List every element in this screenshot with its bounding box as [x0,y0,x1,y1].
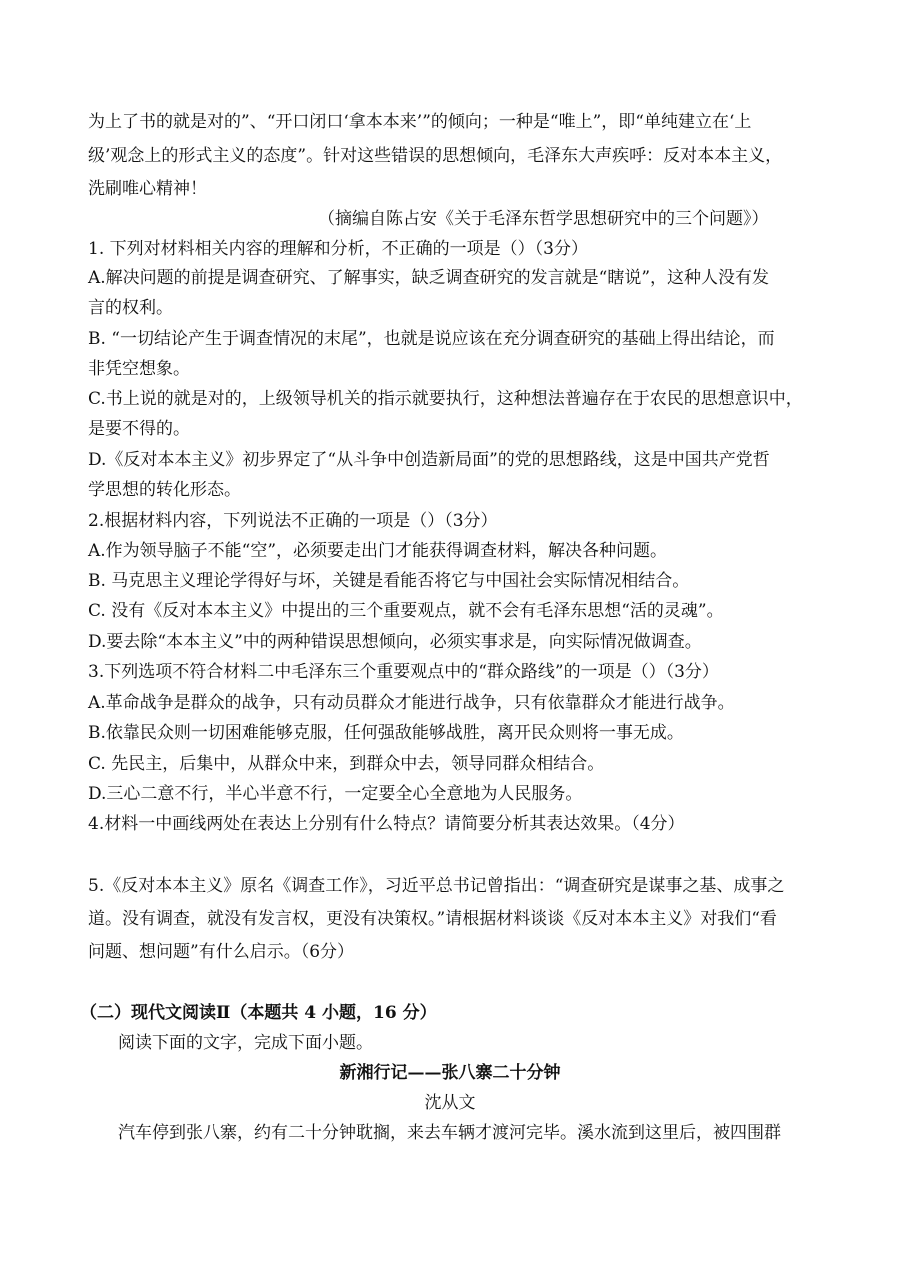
section-2-instruction: 阅读下面的文字，完成下面小题。 [118,1033,373,1053]
question-5: 5.《反对本本主义》原名《调查工作》，习近平总书记曾指出：“调查研究是谋事之基、成事之 [88,876,785,896]
source-citation: （摘编自陈占安《关于毛泽东哲学思想研究中的三个问题》） [318,209,769,229]
q2-option-a: A.作为领导脑子不能“空”，必须要走出门才能获得调查材料，解决各种问题。 [88,541,668,561]
question-2-stem: 2.根据材料内容，下列说法不正确的一项是（）（3分） [88,511,498,531]
question-5-cont: 问题、想问题”有什么启示。（6分） [88,942,355,962]
article-author: 沈从文 [424,1093,476,1113]
passage-line: 为上了书的就是对的”、“开口闭口‘拿本本来’”的倾向；一种是“唯上”，即“单纯建立在‘上 [88,112,752,132]
q1-option-a-cont: 言的权利。 [88,298,173,318]
passage-line: 级’观念上的形式主义的态度”。针对这些错误的思想倾向，毛泽东大声疾呼：反对本本主义， [88,146,783,166]
q1-option-c: C.书上说的就是对的，上级领导机关的指示就要执行，这种想法普遍存在于农民的思想意识中， [88,389,803,409]
q3-option-c: C. 先民主，后集中，从群众中来，到群众中去，领导同群众相结合。 [88,754,605,774]
article-first-line: 汽车停到张八寨，约有二十分钟耽搁，来去车辆才渡河完毕。溪水流到这里后，被四围群 [118,1123,781,1143]
passage-line: 洗刷唯心精神！ [88,179,207,199]
question-4: 4.材料一中画线两处在表达上分别有什么特点？请简要分析其表达效果。（4分） [88,814,685,834]
q2-option-c: C. 没有《反对本本主义》中提出的三个重要观点，就不会有毛泽东思想“活的灵魂”。 [88,601,724,621]
q1-option-b-cont: 非凭空想象。 [88,359,190,379]
question-5-cont: 道。没有调查，就没有发言权，更没有决策权。”请根据材料谈谈《反对本本主义》对我们“看 [88,909,777,929]
article-title: 新湘行记——张八寨二十分钟 [339,1063,561,1083]
q2-option-d: D.要去除“本本主义”中的两种错误思想倾向，必须实事求是，向实际情况做调查。 [88,632,702,652]
q1-option-b: B. “一切结论产生于调查情况的末尾”，也就是说应该在充分调查研究的基础上得出结论，而 [88,329,775,349]
q1-option-c-cont: 是要不得的。 [88,419,190,439]
q3-option-d: D.三心二意不行，半心半意不行，一定要全心全意地为人民服务。 [88,784,583,804]
q3-option-b: B.依靠民众则一切困难能够克服，任何强敌能够战胜，离开民众则将一事无成。 [88,723,684,743]
question-1-stem: 1. 下列对材料相关内容的理解和分析，不正确的一项是（）（3分） [88,239,588,259]
q3-option-a: A.革命战争是群众的战争，只有动员群众才能进行战争，只有依靠群众才能进行战争。 [88,693,735,713]
section-2-heading: （二）现代文阅读Ⅱ（本题共 4 小题，16 分） [80,1003,437,1023]
q1-option-a: A.解决问题的前提是调查研究、了解事实，缺乏调查研究的发言就是“瞎说”，这种人没有发 [88,268,770,288]
q1-option-d: D.《反对本本主义》初步界定了“从斗争中创造新局面”的党的思想路线，这是中国共产党哲 [88,450,770,470]
question-3-stem: 3.下列选项不符合材料二中毛泽东三个重要观点中的“群众路线”的一项是（）（3分） [88,662,719,682]
q1-option-d-cont: 学思想的转化形态。 [88,480,241,500]
q2-option-b: B. 马克思主义理论学得好与坏，关键是看能否将它与中国社会实际情况相结合。 [88,571,690,591]
